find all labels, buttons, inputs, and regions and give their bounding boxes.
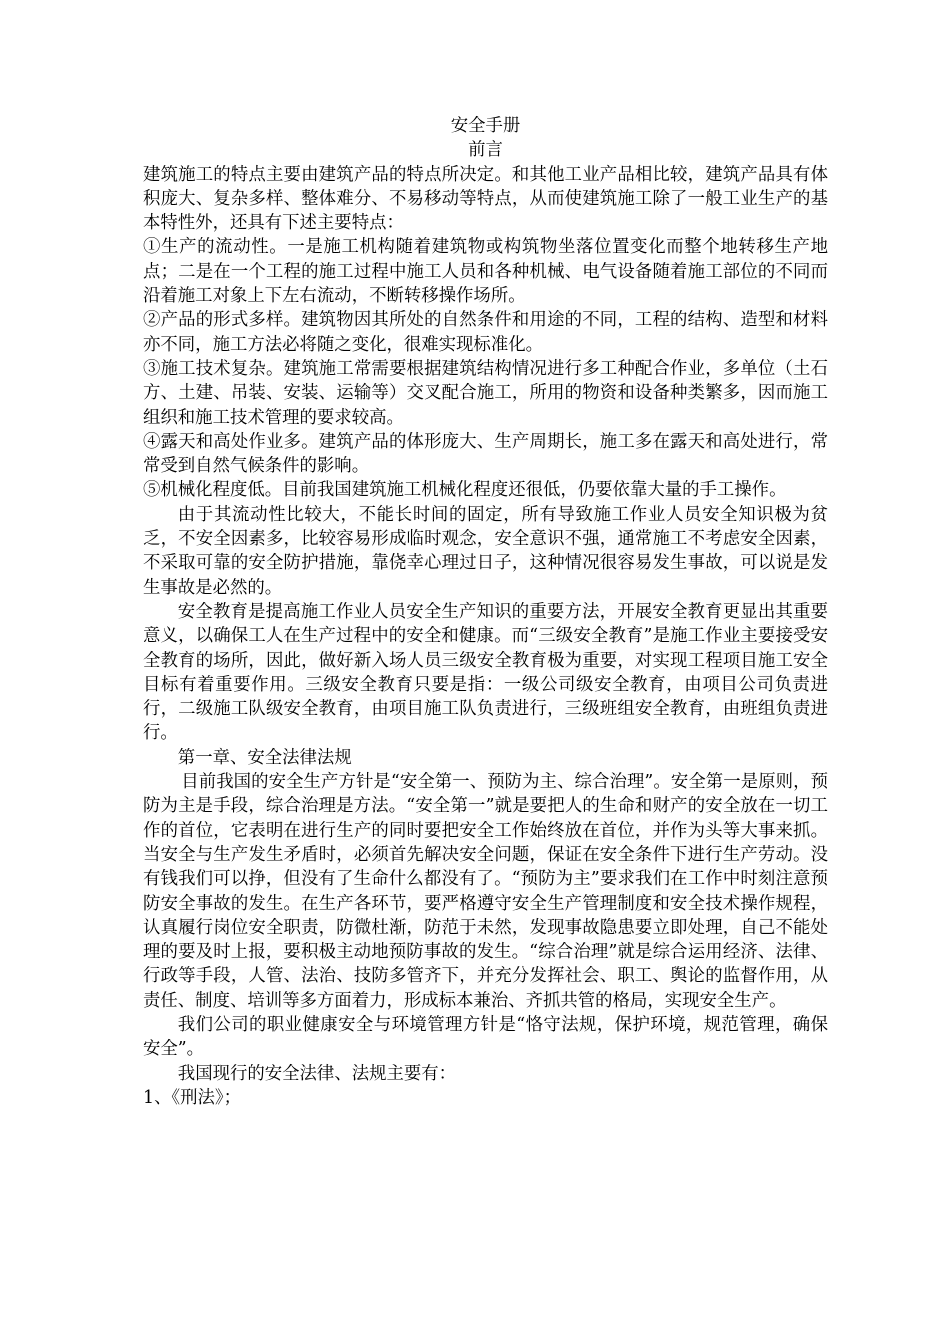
chapter-heading: 第一章、安全法律法规 [177,747,352,768]
document-page [143,114,828,1110]
paragraph-safety-education: 安全教育是提高施工作业人员安全生产知识的重要方法，开展安全教育更显出其重要意义，以确保工人在生产过程中的安全和健康。而“三级安全教育”是施工作业主要接受安全教育的场所，因此，做好新入场人员三级安全教育极为重要，对实现工程项目施工安全目标有着重要作用。三级安全教育只要是指：一级公司级安全教育，由项目公司负责进行，二级施工队级安全教育，由项目施工队负责进行，三级班组安全教育，由班组负责进行。 [143,601,828,744]
document-subtitle: 前言 [468,140,503,161]
list-item-law-1: 1、《刑法》； [143,1087,242,1108]
paragraph-feature-5: ⑤机械化程度低。目前我国建筑施工机械化程度还很低，仍要依靠大量的手工操作。 [143,480,787,501]
paragraph-company-policy: 我们公司的职业健康安全与环境管理方针是“恪守法规，保护环境，规范管理，确保安全”。 [143,1014,828,1060]
document-title: 安全手册 [450,116,521,136]
paragraph-mobility-risk: 由于其流动性比较大，不能长时间的固定，所有导致施工作业人员安全知识极为贫乏，不安全因素多，比较容易形成临时观念，安全意识不强，通常施工不考虑安全因素，不采取可靠的安全防护措施，靠侥幸心理过日子，这种情况很容易发生事故，可以说是发生事故是必然的。 [143,504,828,598]
paragraph-feature-2: ②产品的形式多样。建筑物因其所处的自然条件和用途的不同，工程的结构、造型和材料亦不同，施工方法必将随之变化，很难实现标准化。 [143,310,828,355]
paragraph-feature-1: ①生产的流动性。一是施工机构随着建筑物或构筑物坐落位置变化而整个地转移生产地点；二是在一个工程的施工过程中施工人员和各种机械、电气设备随着施工部位的不同而沿着施工对象上下左右流动，不断转移操作场所。 [143,237,828,307]
paragraph-safety-policy: 目前我国的安全生产方针是“安全第一、预防为主、综合治理”。安全第一是原则，预防为主是手段，综合治理是方法。“安全第一”就是要把人的生命和财产的安全放在一切工作的首位，它表明在进行生产的同时要把安全工作始终放在首位，并作为头等大事来抓。当安全与生产发生矛盾时，必须首先解决安全问题，保证在安全条件下进行生产劳动。没有钱我们可以挣，但没有了生命什么都没有了。“预防为主”要求我们在工作中时刻注意预防安全事故的发生。在生产各环节，要严格遵守安全生产管理制度和安全技术操作规程，认真履行岗位安全职责，防微杜渐，防范于未然，发现事故隐患要立即处理，自己不能处理的要及时上报，要积极主动地预防事故的发生。“综合治理”就是综合运用经济、法律、行政等手段，人管、法治、技防多管齐下，并充分发挥社会、职工、舆论的监督作用，从责任、制度、培训等多方面着力，形成标本兼治、齐抓共管的格局，实现安全生产。 [143,772,828,1011]
paragraph-feature-4: ④露天和高处作业多。建筑产品的体形庞大、生产周期长，施工多在露天和高处进行，常常受到自然气候条件的影响。 [143,431,828,477]
paragraph-feature-3: ③施工技术复杂。建筑施工常需要根据建筑结构情况进行多工种配合作业，多单位（土石方、土建、吊装、安装、运输等）交叉配合施工，所用的物资和设备种类繁多，因而施工组织和施工技术管理的要求较高。 [143,358,828,428]
paragraph-intro: 建筑施工的特点主要由建筑产品的特点所决定。和其他工业产品相比较，建筑产品具有体积庞大、复杂多样、整体难分、不易移动等特点，从而使建筑施工除了一般工业生产的基本特性外，还具有下述主要特点： [143,164,828,234]
paragraph-laws-intro: 我国现行的安全法律、法规主要有： [177,1063,457,1084]
